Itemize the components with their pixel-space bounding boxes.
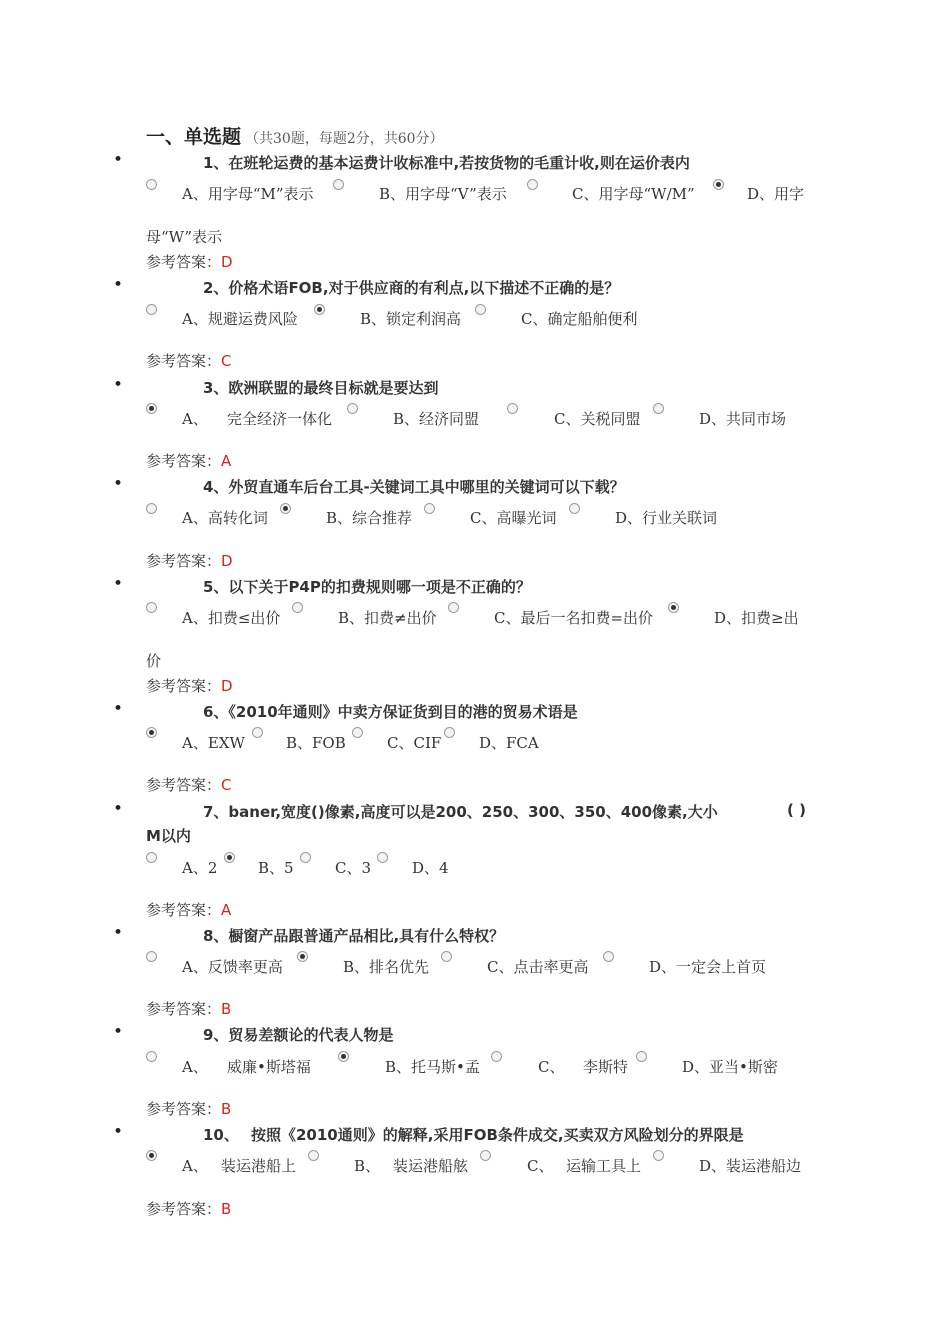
- option-b: B、: [354, 1157, 381, 1175]
- option-a: A、用字母“M”表示: [182, 185, 314, 203]
- question-text: 8、橱窗产品跟普通产品相比,具有什么特权？: [203, 927, 505, 945]
- answer-line: [146, 1098, 231, 1119]
- answer-value: B: [221, 1100, 232, 1118]
- question-text: 5、以下关于P4P的扣费规则哪一项是不正确的？: [203, 578, 531, 596]
- radio-option-a[interactable]: [146, 852, 157, 863]
- option-b: B、用字母“V”表示: [379, 185, 507, 203]
- radio-option-b[interactable]: [252, 727, 263, 738]
- question-text: 1、在班轮运费的基本运费计收标准中,若按货物的毛重计收,则在运价表内: [203, 154, 690, 172]
- radio-option-a[interactable]: [146, 1150, 157, 1161]
- radio-option-a[interactable]: [146, 727, 157, 738]
- answer-label: 参考答案：: [146, 677, 222, 695]
- option-d: D、一定会上首页: [649, 958, 767, 976]
- radio-option-c[interactable]: [491, 1051, 502, 1062]
- radio-option-c[interactable]: [441, 951, 452, 962]
- answer-line: [146, 675, 233, 696]
- answer-line: [146, 550, 233, 571]
- answer-label: 参考答案：: [146, 776, 222, 794]
- answer-label: 参考答案：: [146, 1000, 222, 1018]
- question-text: 9、贸易差额论的代表人物是: [203, 1026, 394, 1044]
- bullet: •: [113, 699, 124, 719]
- option-d: D、4: [412, 859, 449, 877]
- radio-option-d[interactable]: [603, 951, 614, 962]
- radio-option-a[interactable]: [146, 1051, 157, 1062]
- question-text-blank: ( ): [787, 801, 806, 819]
- answer-label: 参考答案：: [146, 1100, 222, 1118]
- answer-line: [146, 774, 232, 795]
- bullet: •: [113, 1022, 124, 1042]
- option-a: A、规避运费风险: [182, 310, 298, 328]
- answer-value: B: [221, 1200, 232, 1218]
- option-c: C、CIF: [387, 734, 442, 752]
- radio-option-d[interactable]: [653, 1150, 664, 1161]
- answer-line: [146, 1198, 231, 1219]
- answer-line: [146, 450, 231, 471]
- radio-option-a[interactable]: [146, 304, 157, 315]
- question-text: 6、《2010年通则》中卖方保证货到目的港的贸易术语是: [203, 703, 578, 721]
- answer-label: 参考答案：: [146, 1200, 222, 1218]
- answer-label: 参考答案：: [146, 452, 222, 470]
- answer-label: 参考答案：: [146, 552, 222, 570]
- question-text-continued: M以内: [146, 827, 191, 845]
- radio-option-a[interactable]: [146, 403, 157, 414]
- radio-option-b[interactable]: [224, 852, 235, 863]
- question-text: 7、baner,宽度()像素,高度可以是200、250、300、350、400像素,大小: [203, 803, 718, 821]
- radio-option-d[interactable]: [668, 602, 679, 613]
- option-d: D、行业关联词: [615, 509, 718, 527]
- answer-value: B: [221, 1000, 232, 1018]
- option-c: C、点击率更高: [487, 958, 589, 976]
- section-heading: 一、单选题: [146, 126, 242, 148]
- radio-option-c[interactable]: [480, 1150, 491, 1161]
- radio-option-b[interactable]: [297, 951, 308, 962]
- answer-value: A: [221, 901, 232, 919]
- radio-option-c[interactable]: [300, 852, 311, 863]
- option-d: D、亚当•斯密: [682, 1058, 778, 1076]
- option-b: B、扣费≠出价: [338, 609, 437, 627]
- option-a: A、2: [182, 859, 218, 877]
- option-d-continued: 价: [146, 652, 162, 670]
- option-a-text: 装运港船上: [221, 1157, 297, 1175]
- radio-option-b[interactable]: [292, 602, 303, 613]
- option-c: C、高曝光词: [470, 509, 557, 527]
- option-d: D、用字: [747, 185, 805, 203]
- radio-option-c[interactable]: [475, 304, 486, 315]
- radio-option-b[interactable]: [338, 1051, 349, 1062]
- bullet: •: [113, 275, 124, 295]
- radio-option-a[interactable]: [146, 179, 157, 190]
- radio-option-d[interactable]: [636, 1051, 647, 1062]
- option-a: A、扣费≤出价: [182, 609, 281, 627]
- option-c: C、确定船舶便利: [521, 310, 638, 328]
- section-title: [146, 122, 444, 149]
- radio-option-c[interactable]: [448, 602, 459, 613]
- answer-line: [146, 998, 231, 1019]
- question-text: 4、外贸直通车后台工具-关键词工具中哪里的关键词可以下载？: [203, 478, 625, 496]
- option-b-text: 装运港船舷: [393, 1157, 469, 1175]
- bullet: •: [113, 799, 124, 819]
- answer-value: C: [221, 352, 232, 370]
- bullet: •: [113, 150, 124, 170]
- answer-label: 参考答案：: [146, 901, 222, 919]
- option-c: C、: [527, 1157, 554, 1175]
- option-d: D、FCA: [479, 734, 539, 752]
- section-note: （共30题，每题2分，共60分）: [245, 131, 444, 147]
- bullet: •: [113, 474, 124, 494]
- bullet: •: [113, 1122, 124, 1142]
- radio-option-d[interactable]: [569, 503, 580, 514]
- answer-line: [146, 899, 231, 920]
- option-d-continued: 母“W”表示: [146, 228, 223, 246]
- radio-option-c[interactable]: [352, 727, 363, 738]
- option-b: B、经济同盟: [393, 410, 480, 428]
- radio-option-c[interactable]: [527, 179, 538, 190]
- radio-option-d[interactable]: [713, 179, 724, 190]
- option-a-text: 完全经济一体化: [227, 410, 333, 428]
- bullet: •: [113, 923, 124, 943]
- option-c: C、用字母“W/M”: [572, 185, 695, 203]
- radio-option-c[interactable]: [424, 503, 435, 514]
- radio-option-b[interactable]: [308, 1150, 319, 1161]
- radio-option-b[interactable]: [333, 179, 344, 190]
- option-d: D、扣费≥出: [714, 609, 799, 627]
- option-a-text: 威廉•斯塔福: [227, 1058, 311, 1076]
- option-b: B、排名优先: [343, 958, 430, 976]
- answer-label: 参考答案：: [146, 253, 222, 271]
- radio-option-b[interactable]: [347, 403, 358, 414]
- radio-option-d[interactable]: [444, 727, 455, 738]
- answer-value: C: [221, 776, 232, 794]
- option-d: D、装运港船边: [699, 1157, 802, 1175]
- option-a: A、: [182, 1058, 208, 1076]
- option-b: B、托马斯•孟: [385, 1058, 480, 1076]
- bullet: •: [113, 574, 124, 594]
- bullet: •: [113, 375, 124, 395]
- radio-option-b[interactable]: [314, 304, 325, 315]
- option-c-text: 运输工具上: [566, 1157, 642, 1175]
- option-b: B、综合推荐: [326, 509, 413, 527]
- answer-line: [146, 350, 232, 371]
- answer-value: D: [221, 253, 233, 271]
- radio-option-d[interactable]: [653, 403, 664, 414]
- option-a: A、: [182, 410, 208, 428]
- option-c: C、最后一名扣费=出价: [494, 609, 654, 627]
- option-c-text: 李斯特: [583, 1058, 629, 1076]
- question-text: 3、欧洲联盟的最终目标就是要达到: [203, 379, 439, 397]
- answer-value: A: [221, 452, 232, 470]
- radio-option-b[interactable]: [280, 503, 291, 514]
- option-c: C、: [538, 1058, 565, 1076]
- option-a: A、高转化词: [182, 509, 268, 527]
- option-b: B、锁定利润高: [360, 310, 462, 328]
- radio-option-c[interactable]: [507, 403, 518, 414]
- radio-option-a[interactable]: [146, 951, 157, 962]
- option-a: A、EXW: [182, 734, 245, 752]
- option-a: A、反馈率更高: [182, 958, 283, 976]
- option-b: B、FOB: [286, 734, 346, 752]
- option-c: C、关税同盟: [554, 410, 641, 428]
- answer-line: [146, 251, 233, 272]
- question-number: 10、: [203, 1126, 239, 1144]
- answer-value: D: [221, 552, 233, 570]
- question-text: 按照《2010通则》的解释,采用FOB条件成交,买卖双方风险划分的界限是: [251, 1126, 744, 1144]
- option-d: D、共同市场: [699, 410, 787, 428]
- option-a: A、: [182, 1157, 208, 1175]
- question-text: 2、价格术语FOB,对于供应商的有利点,以下描述不正确的是？: [203, 279, 620, 297]
- option-c: C、3: [335, 859, 372, 877]
- answer-value: D: [221, 677, 233, 695]
- radio-option-d[interactable]: [377, 852, 388, 863]
- option-b: B、5: [258, 859, 294, 877]
- answer-label: 参考答案：: [146, 352, 222, 370]
- radio-option-a[interactable]: [146, 602, 157, 613]
- radio-option-a[interactable]: [146, 503, 157, 514]
